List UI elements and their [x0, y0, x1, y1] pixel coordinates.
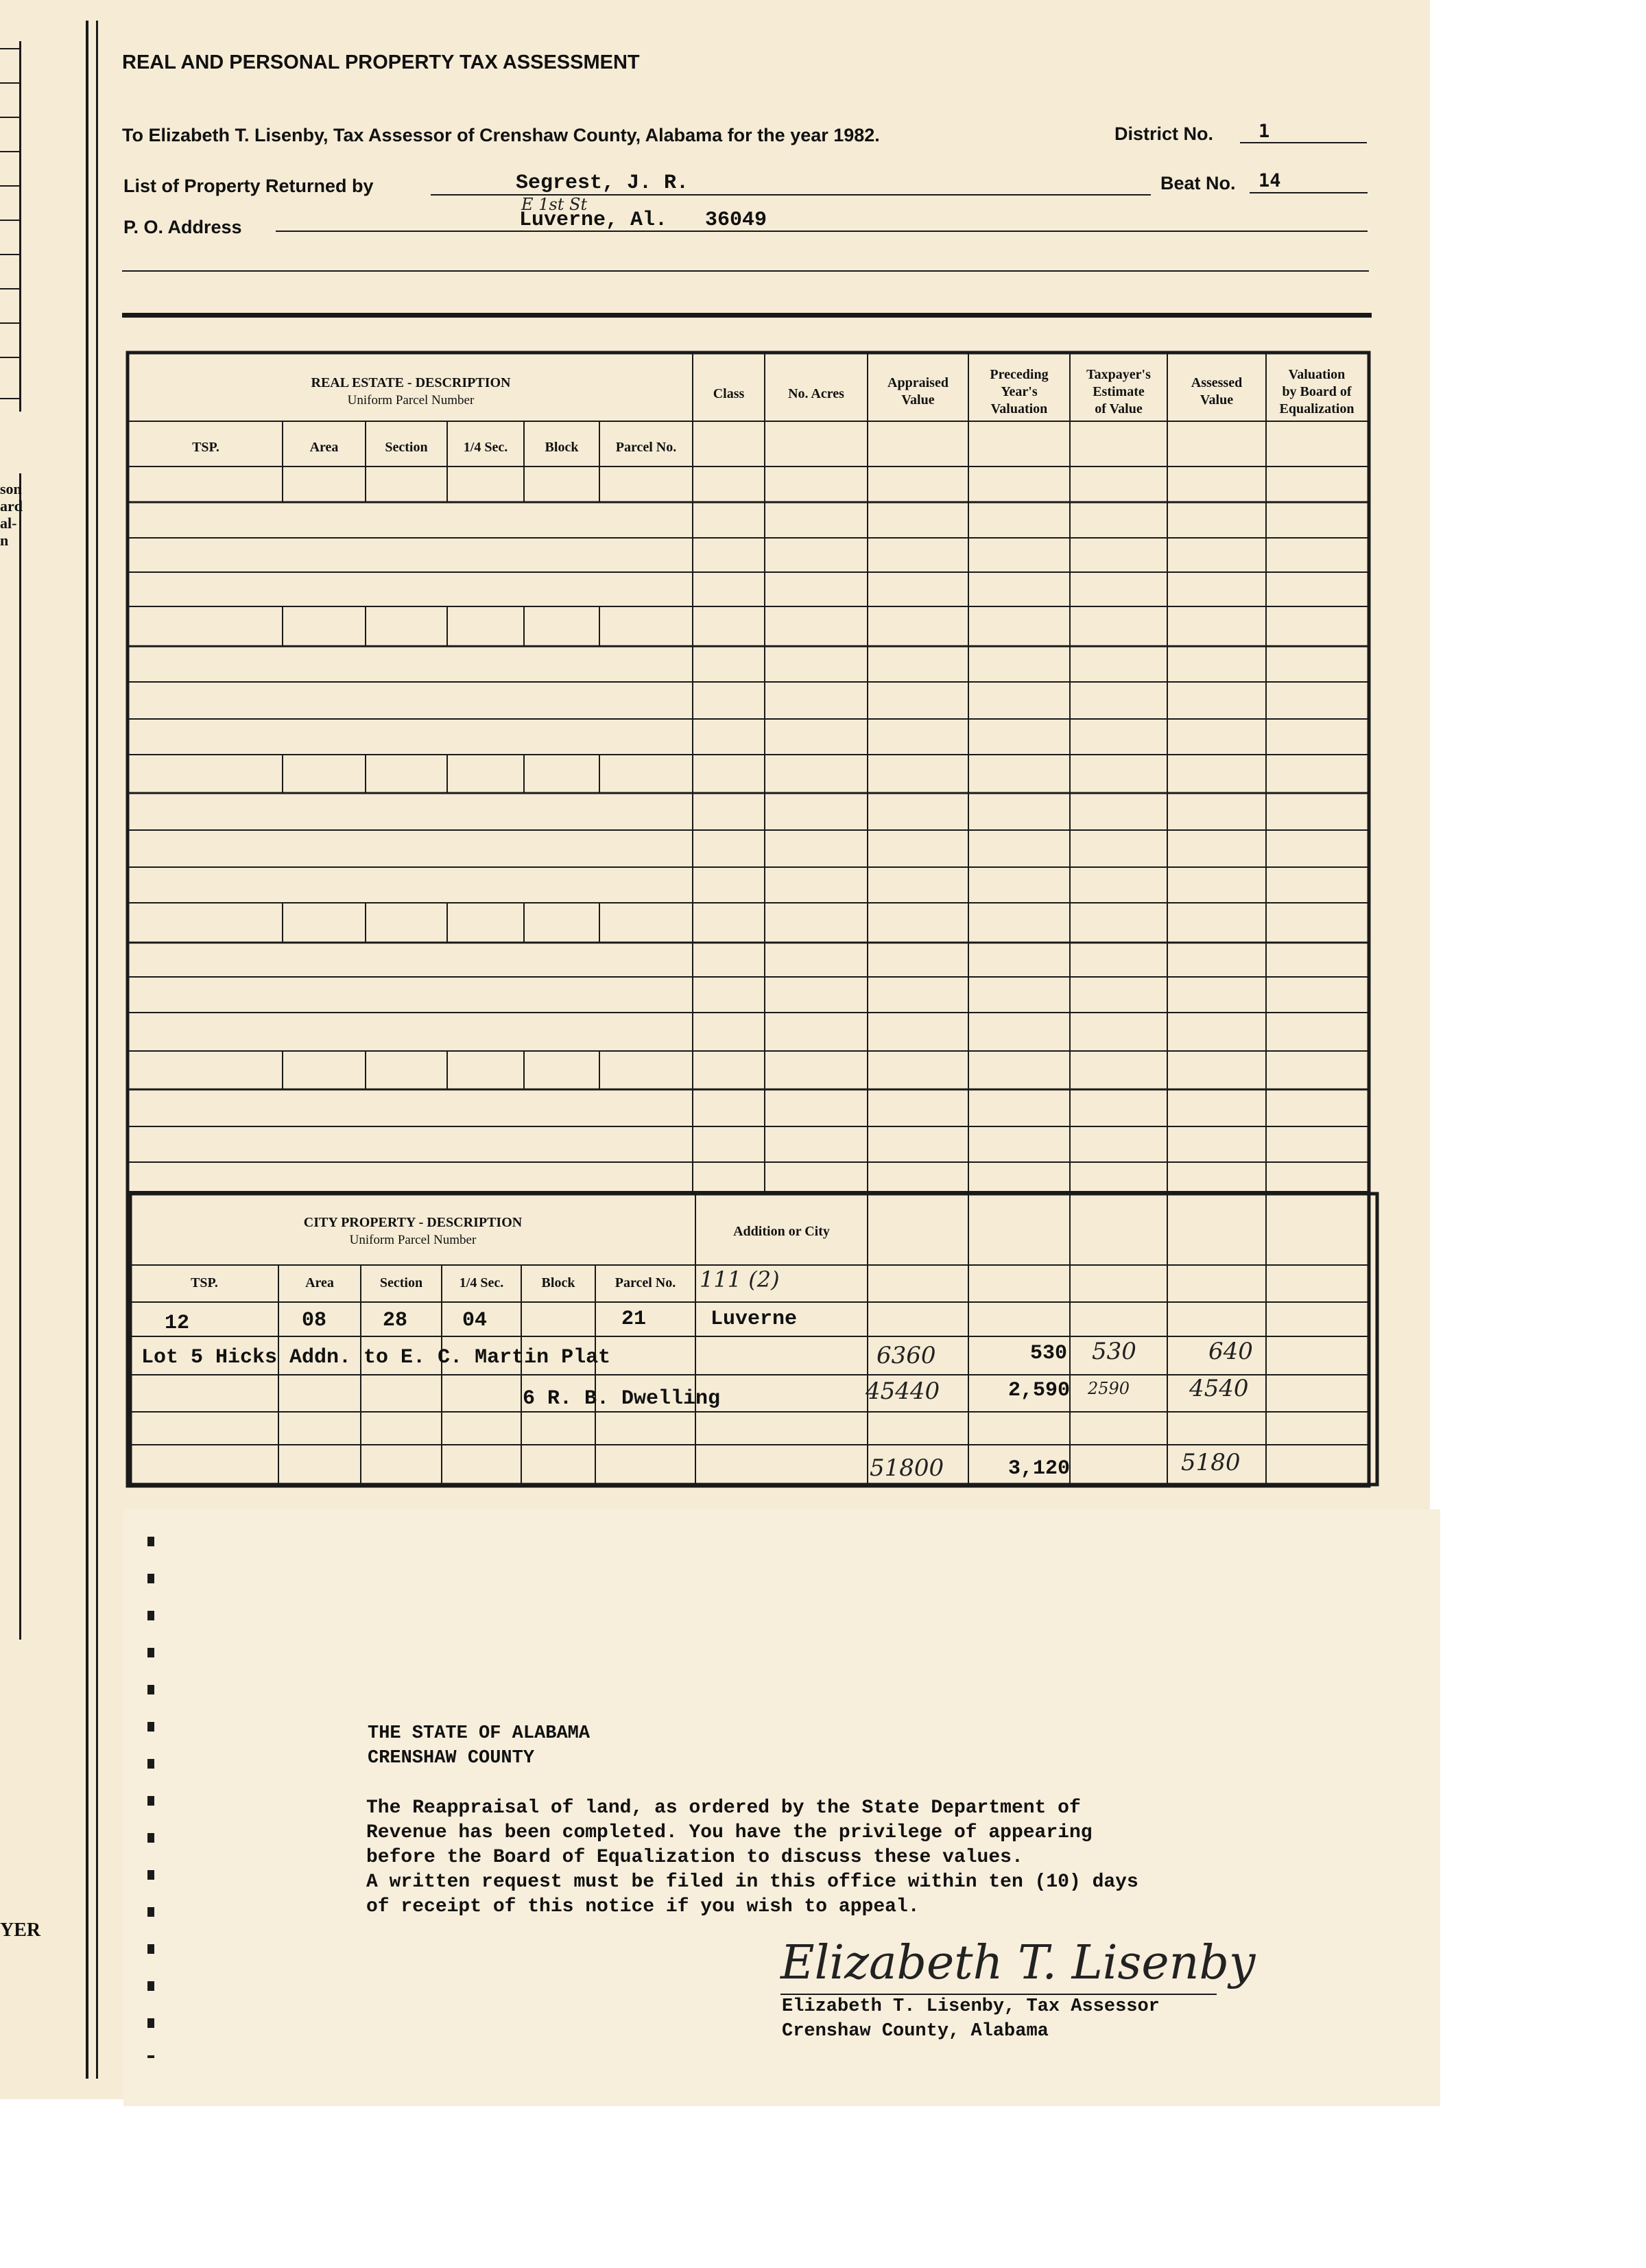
- signature: Elizabeth T. Lisenby: [780, 1936, 1256, 1990]
- returned-by-label: List of Property Returned by: [123, 176, 374, 196]
- po-city: Luverne, Al.: [519, 209, 668, 232]
- beat-label: Beat No.: [1160, 173, 1236, 193]
- city-col-section: Section: [379, 1275, 423, 1290]
- parcel-tsp: 12: [165, 1312, 190, 1335]
- handwritten-code: 111 (2): [700, 1266, 780, 1292]
- left-stub-bottom-text: YER: [0, 1919, 41, 1941]
- parcel-number: 21: [621, 1308, 647, 1331]
- re-col-parcel: Parcel No.: [615, 440, 677, 455]
- notice-county: CRENSHAW COUNTY: [368, 1748, 535, 1769]
- col-acres: No. Acres: [788, 386, 844, 401]
- left-stub-text: son ard al- n: [0, 480, 23, 549]
- row2-appraised: 45440: [866, 1378, 940, 1405]
- row1-appraised: 6360: [876, 1342, 936, 1369]
- returned-by-value: Segrest, J. R.: [516, 172, 689, 195]
- to-line: To Elizabeth T. Lisenby, Tax Assessor of Crenshaw County, Alabama for the year 1982.: [122, 125, 880, 145]
- city-col-area: Area: [305, 1275, 334, 1290]
- col-preceding: Preceding Year's Valuation: [990, 367, 1049, 416]
- city-col-quarter: 1/4 Sec.: [459, 1275, 504, 1290]
- signer-name: Elizabeth T. Lisenby, Tax Assessor: [782, 1996, 1160, 2017]
- city-col-parcel: Parcel No.: [615, 1275, 676, 1290]
- po-address-label: P. O. Address: [123, 217, 242, 237]
- district-value: 1: [1259, 121, 1270, 142]
- real-estate-title: REAL ESTATE - DESCRIPTION Uniform Parcel Number: [311, 375, 511, 407]
- row1-description: Lot 5 Hicks Addn. to E. C. Martin Plat: [141, 1346, 611, 1369]
- re-col-area: Area: [309, 440, 339, 455]
- total-preceding: 3,120: [1008, 1457, 1071, 1480]
- row1-estimate: 530: [1092, 1338, 1136, 1365]
- row1-preceding: 530: [1030, 1342, 1068, 1365]
- row2-estimate: 2590: [1088, 1379, 1130, 1398]
- notice-body: The Reappraisal of land, as ordered by the State Department of Revenue has been completed. You have the privilege of appearing before the Board of Equalization to discuss these values. A written request must be filed in this office within ten (10) days of receipt of this notice if you wish to appeal.: [366, 1797, 1138, 1917]
- po-zip: 36049: [705, 209, 767, 232]
- total-appraised: 51800: [870, 1454, 944, 1482]
- re-col-quarter: 1/4 Sec.: [463, 440, 508, 455]
- notice-state: THE STATE OF ALABAMA: [368, 1723, 591, 1744]
- beat-value: 14: [1259, 170, 1281, 191]
- form-title: REAL AND PERSONAL PROPERTY TAX ASSESSMENT: [122, 51, 640, 73]
- total-assessed: 5180: [1181, 1449, 1241, 1476]
- re-col-block: Block: [545, 440, 579, 455]
- re-col-section: Section: [385, 440, 428, 455]
- parcel-area: 08: [302, 1309, 327, 1332]
- row2-assessed: 4540: [1189, 1375, 1249, 1402]
- row2-preceding: 2,590: [1008, 1379, 1071, 1402]
- col-board: Valuation by Board of Equalization: [1279, 367, 1355, 416]
- col-estimate: Taxpayer's Estimate of Value: [1086, 367, 1151, 416]
- city-col-tsp: TSP.: [191, 1275, 218, 1290]
- city-property-title: CITY PROPERTY - DESCRIPTION Uniform Parcel Number: [303, 1215, 523, 1247]
- col-appraised: Appraised Value: [887, 375, 949, 407]
- parcel-section: 28: [383, 1309, 408, 1332]
- col-assessed: Assessed Value: [1191, 375, 1243, 407]
- signature-line: [780, 1994, 1217, 1995]
- addition-or-city-header: Addition or City: [733, 1224, 830, 1239]
- parcel-quarter: 04: [462, 1309, 488, 1332]
- city-col-block: Block: [541, 1275, 575, 1290]
- col-class: Class: [713, 386, 745, 401]
- address-handwritten: E 1st St: [521, 195, 588, 214]
- row1-assessed: 640: [1208, 1338, 1253, 1365]
- re-col-tsp: TSP.: [192, 440, 219, 455]
- signer-location: Crenshaw County, Alabama: [782, 2021, 1049, 2042]
- parcel-city: Luverne: [711, 1308, 798, 1331]
- district-label: District No.: [1114, 123, 1214, 144]
- row2-description: 6 R. B. Dwelling: [523, 1387, 721, 1410]
